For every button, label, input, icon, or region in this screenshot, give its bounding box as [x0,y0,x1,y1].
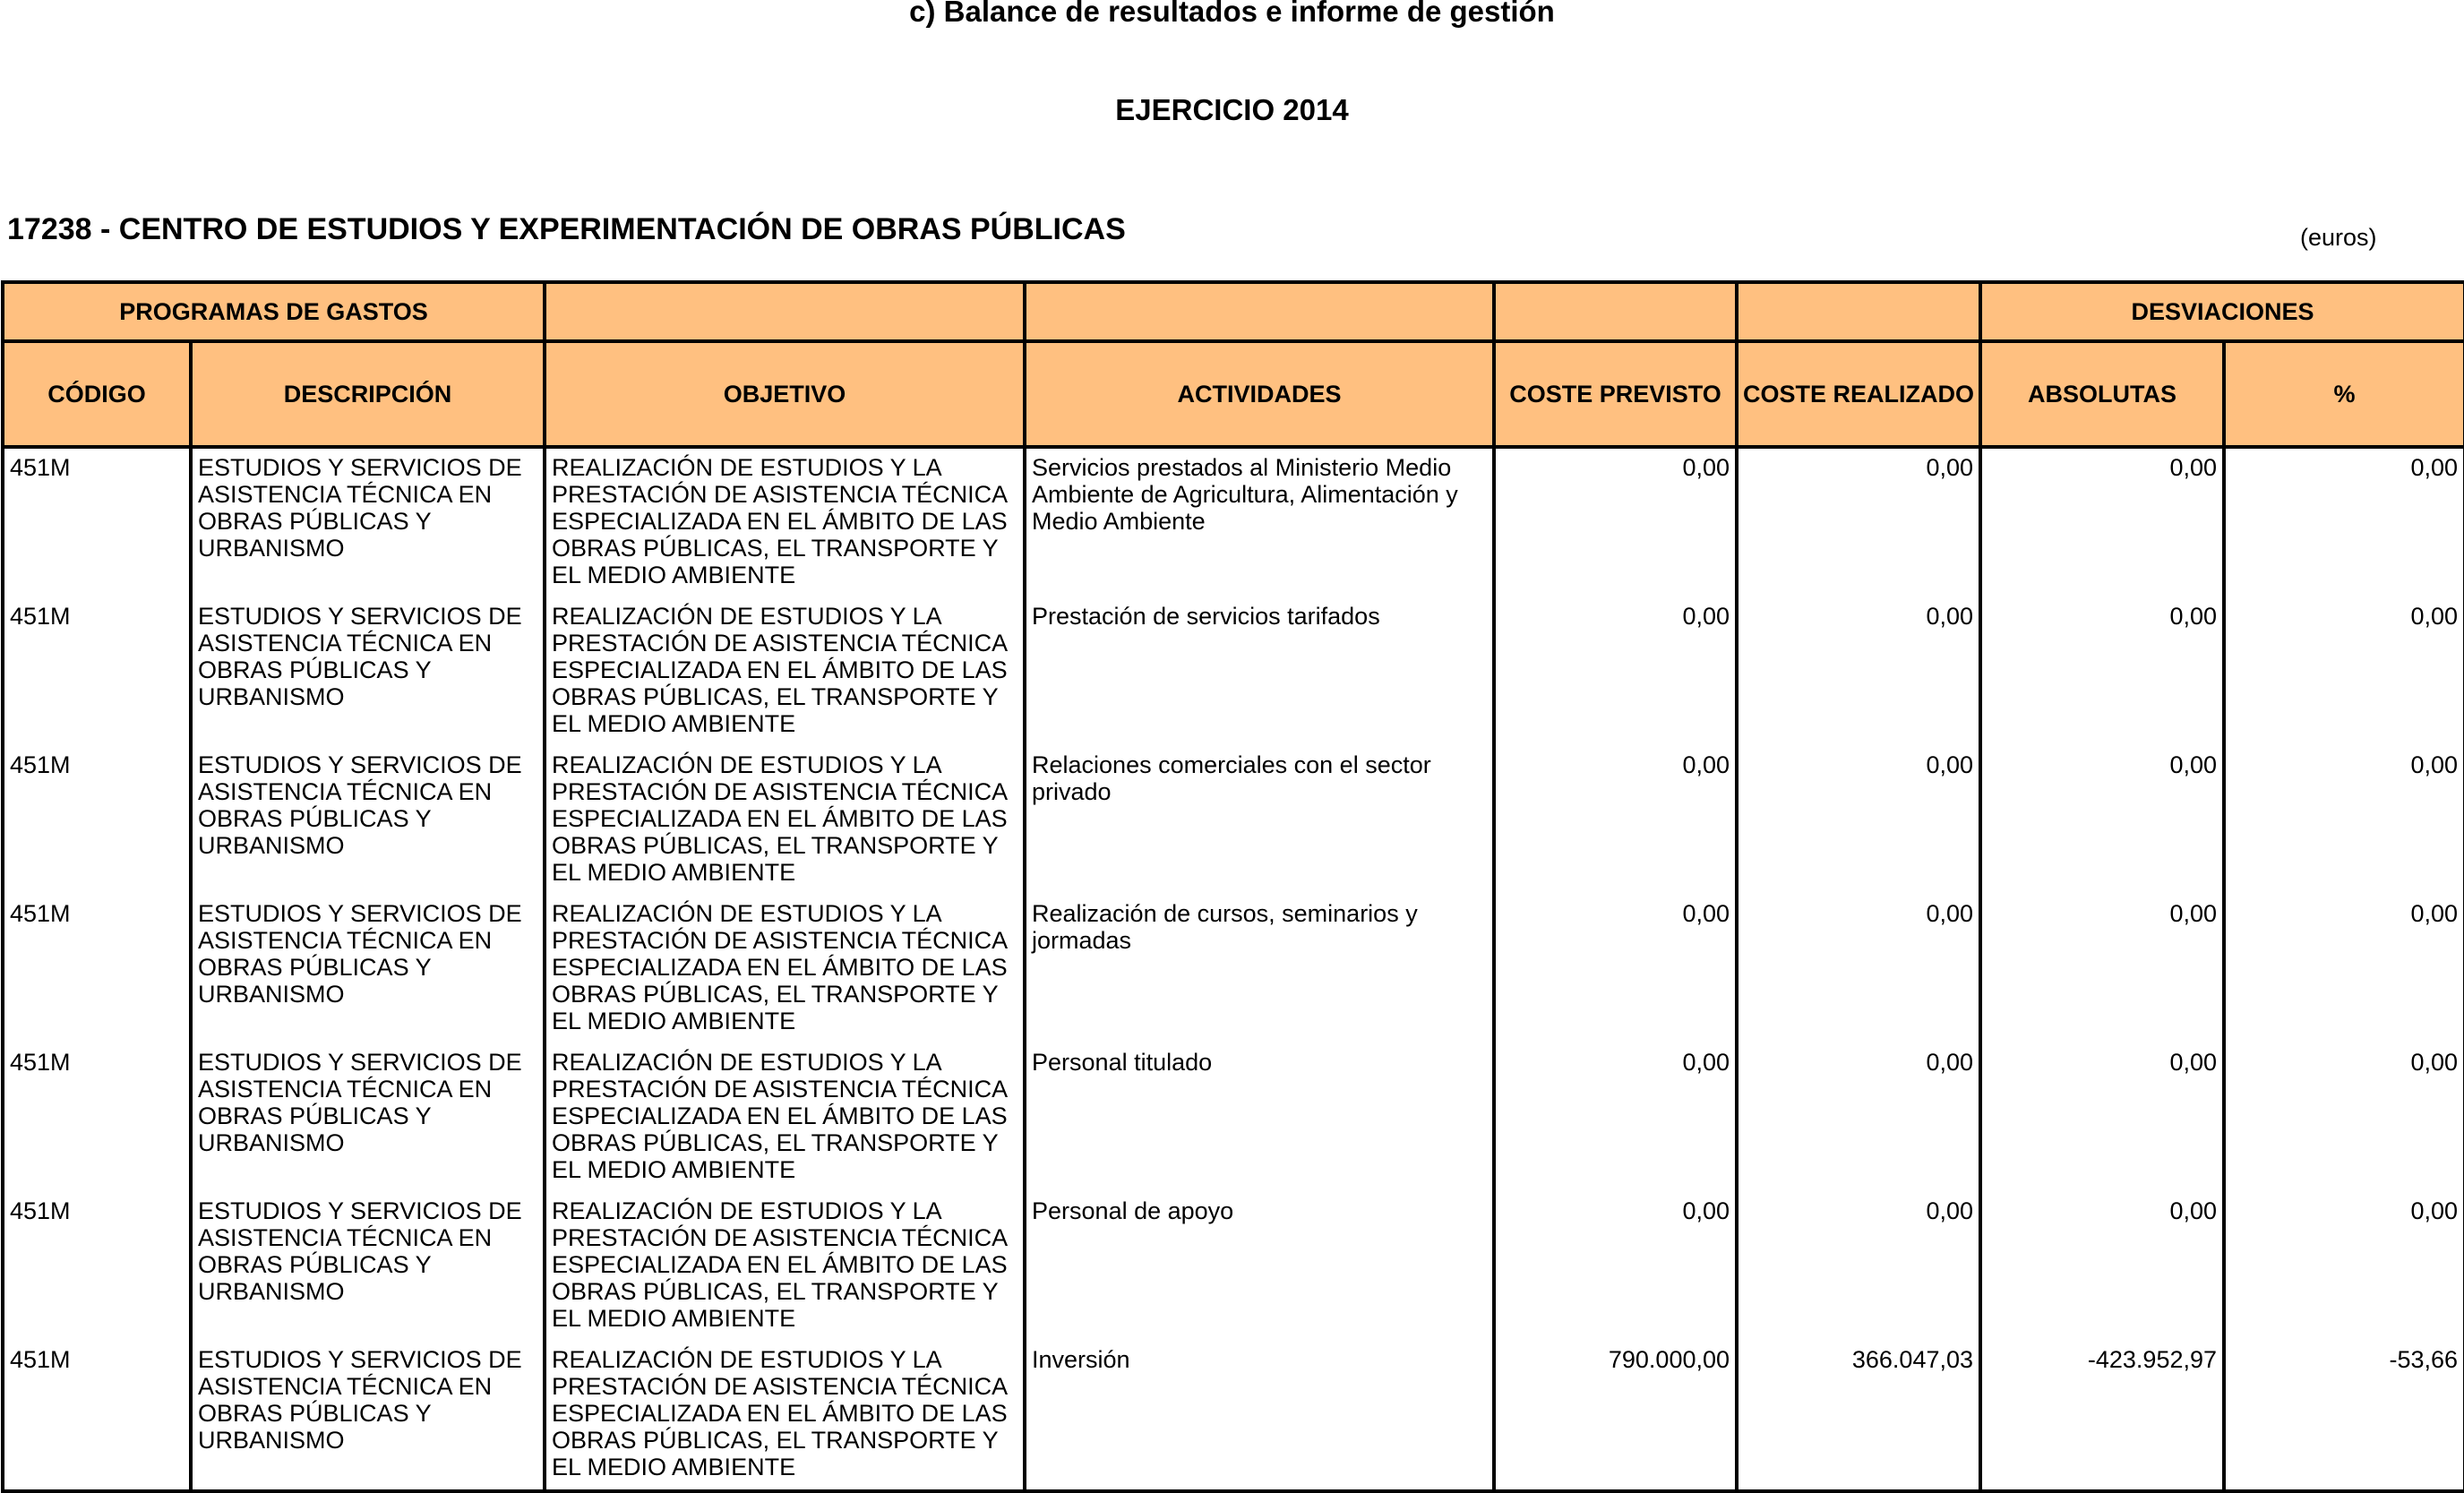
cell-absolutas: -423.952,97 [1980,1341,2224,1491]
cell-coste-realizado: 0,00 [1737,597,1980,746]
cell-coste-previsto: 0,00 [1494,895,1737,1043]
cell-objetivo: REALIZACIÓN DE ESTUDIOS Y LA PRESTACIÓN DE ASISTENCIA TÉCNICA ESPECIALIZADA EN EL ÁMBITO DE LAS OBRAS PÚBLICAS, EL TRANSPORTE Y EL MEDIO AMBIENTE [545,447,1025,597]
column-header-actividades: ACTIVIDADES [1025,341,1494,447]
cell-descripcion: ESTUDIOS Y SERVICIOS DE ASISTENCIA TÉCNICA EN OBRAS PÚBLICAS Y URBANISMO [191,895,545,1043]
cell-actividad: Personal de apoyo [1025,1192,1494,1341]
cell-coste-previsto: 790.000,00 [1494,1341,1737,1491]
cell-porcentaje: 0,00 [2224,597,2464,746]
column-header-objetivo: OBJETIVO [545,341,1025,447]
cell-actividad: Personal titulado [1025,1043,1494,1192]
cell-porcentaje: 0,00 [2224,1192,2464,1341]
cell-objetivo: REALIZACIÓN DE ESTUDIOS Y LA PRESTACIÓN DE ASISTENCIA TÉCNICA ESPECIALIZADA EN EL ÁMBITO DE LAS OBRAS PÚBLICAS, EL TRANSPORTE Y EL MEDIO AMBIENTE [545,1341,1025,1491]
organism-heading: 17238 - CENTRO DE ESTUDIOS Y EXPERIMENTACIÓN DE OBRAS PÚBLICAS [7,212,1126,246]
cell-actividad: Inversión [1025,1341,1494,1491]
cell-descripcion: ESTUDIOS Y SERVICIOS DE ASISTENCIA TÉCNICA EN OBRAS PÚBLICAS Y URBANISMO [191,1043,545,1192]
cell-objetivo: REALIZACIÓN DE ESTUDIOS Y LA PRESTACIÓN DE ASISTENCIA TÉCNICA ESPECIALIZADA EN EL ÁMBITO DE LAS OBRAS PÚBLICAS, EL TRANSPORTE Y EL MEDIO AMBIENTE [545,895,1025,1043]
cell-coste-realizado: 0,00 [1737,1192,1980,1341]
cell-descripcion: ESTUDIOS Y SERVICIOS DE ASISTENCIA TÉCNICA EN OBRAS PÚBLICAS Y URBANISMO [191,1341,545,1491]
column-header-absolutas: ABSOLUTAS [1980,341,2224,447]
cell-actividad: Realización de cursos, seminarios y jormadas [1025,895,1494,1043]
column-header-porcentaje: % [2224,341,2464,447]
report-title: c) Balance de resultados e informe de gestión [909,0,1555,28]
cell-porcentaje: -53,66 [2224,1341,2464,1491]
cell-absolutas: 0,00 [1980,895,2224,1043]
cell-descripcion: ESTUDIOS Y SERVICIOS DE ASISTENCIA TÉCNICA EN OBRAS PÚBLICAS Y URBANISMO [191,1192,545,1341]
cell-porcentaje: 0,00 [2224,1043,2464,1192]
cell-codigo: 451M [3,895,191,1043]
table-row [3,1341,2464,1491]
table-row [3,597,2464,746]
cell-actividad: Prestación de servicios tarifados [1025,597,1494,746]
table-row [3,1192,2464,1341]
column-header-coste-previsto: COSTE PREVISTO [1494,341,1737,447]
cell-coste-previsto: 0,00 [1494,1043,1737,1192]
column-header-descripcion: DESCRIPCIÓN [191,341,545,447]
group-header-programas: PROGRAMAS DE GASTOS [3,282,545,341]
group-header-empty [1737,282,1980,341]
cell-coste-realizado: 0,00 [1737,447,1980,597]
cell-descripcion: ESTUDIOS Y SERVICIOS DE ASISTENCIA TÉCNICA EN OBRAS PÚBLICAS Y URBANISMO [191,746,545,895]
column-header-codigo: CÓDIGO [3,341,191,447]
cell-codigo: 451M [3,1341,191,1491]
results-table [1,280,2464,1493]
cell-codigo: 451M [3,1192,191,1341]
table-row [3,447,2464,597]
cell-objetivo: REALIZACIÓN DE ESTUDIOS Y LA PRESTACIÓN DE ASISTENCIA TÉCNICA ESPECIALIZADA EN EL ÁMBITO DE LAS OBRAS PÚBLICAS, EL TRANSPORTE Y EL MEDIO AMBIENTE [545,597,1025,746]
cell-objetivo: REALIZACIÓN DE ESTUDIOS Y LA PRESTACIÓN DE ASISTENCIA TÉCNICA ESPECIALIZADA EN EL ÁMBITO DE LAS OBRAS PÚBLICAS, EL TRANSPORTE Y EL MEDIO AMBIENTE [545,1043,1025,1192]
group-header-empty [1025,282,1494,341]
cell-porcentaje: 0,00 [2224,447,2464,597]
cell-codigo: 451M [3,1043,191,1192]
column-header-coste-realizado: COSTE REALIZADO [1737,341,1980,447]
cell-objetivo: REALIZACIÓN DE ESTUDIOS Y LA PRESTACIÓN DE ASISTENCIA TÉCNICA ESPECIALIZADA EN EL ÁMBITO DE LAS OBRAS PÚBLICAS, EL TRANSPORTE Y EL MEDIO AMBIENTE [545,1192,1025,1341]
cell-actividad: Relaciones comerciales con el sector privado [1025,746,1494,895]
cell-coste-realizado: 366.047,03 [1737,1341,1980,1491]
cell-absolutas: 0,00 [1980,1043,2224,1192]
table-row [3,746,2464,895]
cell-coste-previsto: 0,00 [1494,597,1737,746]
cell-coste-previsto: 0,00 [1494,1192,1737,1341]
cell-codigo: 451M [3,447,191,597]
cell-absolutas: 0,00 [1980,1192,2224,1341]
report-subtitle: EJERCICIO 2014 [1115,93,1349,126]
table-row [3,1043,2464,1192]
cell-absolutas: 0,00 [1980,447,2224,597]
cell-descripcion: ESTUDIOS Y SERVICIOS DE ASISTENCIA TÉCNICA EN OBRAS PÚBLICAS Y URBANISMO [191,447,545,597]
cell-porcentaje: 0,00 [2224,895,2464,1043]
cell-absolutas: 0,00 [1980,746,2224,895]
cell-coste-previsto: 0,00 [1494,447,1737,597]
cell-coste-realizado: 0,00 [1737,1043,1980,1192]
table-row [3,895,2464,1043]
group-header-empty [1494,282,1737,341]
group-header-empty [545,282,1025,341]
group-header-desviaciones: DESVIACIONES [1980,282,2464,341]
cell-porcentaje: 0,00 [2224,746,2464,895]
cell-codigo: 451M [3,746,191,895]
cell-absolutas: 0,00 [1980,597,2224,746]
cell-coste-realizado: 0,00 [1737,746,1980,895]
cell-codigo: 451M [3,597,191,746]
currency-unit: (euros) [2300,224,2377,251]
cell-descripcion: ESTUDIOS Y SERVICIOS DE ASISTENCIA TÉCNICA EN OBRAS PÚBLICAS Y URBANISMO [191,597,545,746]
cell-coste-realizado: 0,00 [1737,895,1980,1043]
cell-coste-previsto: 0,00 [1494,746,1737,895]
cell-objetivo: REALIZACIÓN DE ESTUDIOS Y LA PRESTACIÓN DE ASISTENCIA TÉCNICA ESPECIALIZADA EN EL ÁMBITO DE LAS OBRAS PÚBLICAS, EL TRANSPORTE Y EL MEDIO AMBIENTE [545,746,1025,895]
cell-actividad: Servicios prestados al Ministerio Medio Ambiente de Agricultura, Alimentación y Medio Ambiente [1025,447,1494,597]
